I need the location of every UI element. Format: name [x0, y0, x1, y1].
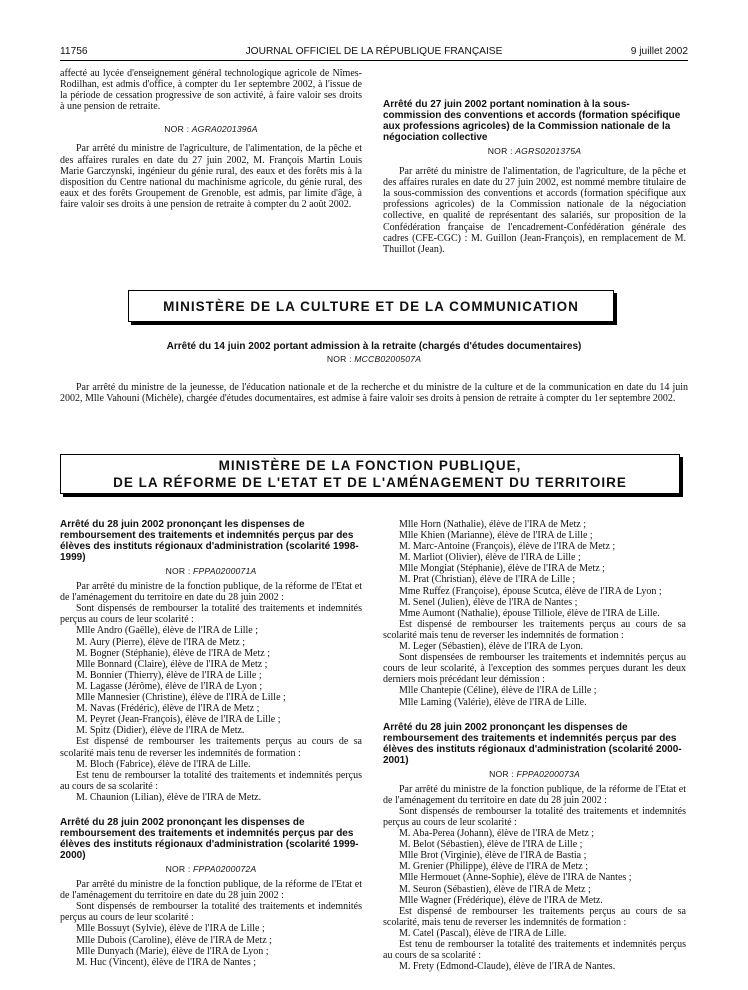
arrete-3-dispense: Sont dispensés de rembourser la totalité des traitements et indemnités perçus au cours de leur scolarité :	[383, 805, 686, 828]
journal-title: JOURNAL OFFICIEL DE LA RÉPUBLIQUE FRANÇAISE	[245, 46, 503, 57]
list-item: Mlle Mongiat (Stéphanie), élève de l'IRA de Metz ;	[399, 563, 605, 575]
arrete-1-dispense: Sont dispensés de rembourser la totalité des traitements et indemnités perçus au cours de leur scolarité :	[60, 603, 362, 626]
list-item: M. Seuron (Sébastien), élève de l'IRA de Metz ;	[399, 883, 591, 895]
retirement-paragraph-1: affecté au lycée d'enseignement général technologique agricole de Nîmes-Rodilhan, est admis d'office, à compter du 1er septembre 2002, à l'issue de la période de cessation progressive de son activité, à faire valoir ses droits à une pension de retraite.	[60, 68, 362, 113]
retirement-paragraph-2: Par arrêté du ministre de l'agriculture, de l'alimentation, de la pêche et des affaires rurales en date du 27 juin 2002, M. François Martin Louis Marie Garczynski, ingénieur du génie rural, des eaux et des forêts mis à la disposition du Centre national du machinisme agricole, du génie rural, des eaux et des forêts Groupement de Grenoble, est admis, par limite d'âge, à faire valoir ses droits à une pension de retraite à compter du 2 août 2002.	[60, 143, 362, 210]
arrete-3-title: Arrêté du 28 juin 2002 prononçant les dispenses de remboursement des traitements et indemnités perçus par des élèves des instituts régionaux d'administration (scolarité 2000-2001)	[383, 721, 682, 766]
list-item: M. Bloch (Fabrice), élève de l'IRA de Lille.	[76, 758, 251, 770]
list-item: M. Lagasse (Jérôme), élève de l'IRA de Lyon ;	[76, 680, 263, 692]
arrete-1-tenu: Est tenu de rembourser la totalité des traitements et indemnités perçus au cours de sa scolarité :	[60, 769, 362, 792]
list-item: Mlle Laming (Valérie), élève de l'IRA de Lille.	[399, 696, 587, 708]
arrete-2-dispense: Sont dispensés de rembourser la totalité des traitements et indemnités perçus au cours de leur scolarité :	[60, 901, 362, 924]
arrete-title: Arrêté du 14 juin 2002 portant admission à la retraite (chargés d'études documentaires)	[166, 341, 582, 352]
bottom-right-column	[383, 519, 686, 972]
list-item: M. Prat (Christian), élève de l'IRA de Lille ;	[399, 574, 576, 586]
list-item: M. Bogner (Stéphanie), élève de l'IRA de Metz ;	[76, 647, 270, 659]
list-item: M. Leger (Sébastien), élève de l'IRA de Lyon.	[399, 641, 583, 653]
list-item: Mme Ruffez (Françoise), épouse Scutca, élève de l'IRA de Lyon ;	[399, 585, 662, 597]
nor-reference: NOR : AGRS0201375A	[487, 146, 582, 156]
list-item: M. Marc-Antoine (François), élève de l'IRA de Metz ;	[399, 541, 616, 553]
top-right-column	[383, 99, 686, 255]
list-item: Mme Aumont (Nathalie), épouse Tilliole, élève de l'IRA de Lille.	[399, 607, 660, 619]
list-item: M. Huc (Vincent), élève de l'IRA de Nantes ;	[76, 956, 257, 968]
list-item: M. Aury (Pierre), élève de l'IRA de Metz ;	[76, 636, 245, 648]
arrete-1-dispense-2: Est dispensé de rembourser les traitements perçus au cours de sa scolarité mais tenu de reverser les indemnités de formation :	[60, 736, 362, 759]
list-item: M. Senel (Julien), élève de l'IRA de Nantes ;	[399, 596, 578, 608]
list-item: Mlle Brot (Virginie), élève de l'IRA de Bastia ;	[399, 850, 587, 862]
list-item: Mlle Chantepie (Céline), élève de l'IRA de Lille ;	[399, 685, 597, 697]
arrete-1-intro: Par arrêté du ministre de la fonction publique, de la réforme de l'Etat et de l'aménagement du territoire en date du 28 juin 2002 :	[60, 581, 362, 604]
culture-section	[60, 341, 688, 414]
list-item: M. Aba-Perea (Johann), élève de l'IRA de Metz ;	[399, 828, 595, 840]
list-item: M. Belot (Sébastien), élève de l'IRA de Lille ;	[399, 839, 583, 851]
list-item: M. Spitz (Didier), élève de l'IRA de Metz.	[76, 725, 245, 737]
nor-reference: NOR : FPPA0200072A	[165, 863, 257, 874]
list-item: Mlle Dubois (Caroline), élève de l'IRA de Metz ;	[76, 934, 272, 946]
list-item: M. Navas (Frédéric), élève de l'IRA de Metz ;	[76, 703, 260, 715]
list-item: M. Frety (Edmond-Claude), élève de l'IRA de Nantes.	[399, 961, 616, 973]
arrete-3-dispense-2: Est dispensé de rembourser les traitements perçus au cours de sa scolarité, mais tenu de reverser les indemnités de formation :	[383, 905, 686, 928]
list-item: M. Grenier (Philippe), élève de l'IRA de Metz ;	[399, 861, 588, 873]
list-item: Mlle Wagner (Frédérique), élève de l'IRA de Metz.	[399, 894, 603, 906]
list-item: Mlle Khien (Marianne), élève de l'IRA de Lille ;	[399, 530, 593, 542]
ministry-line-2: DE LA RÉFORME DE L'ETAT ET DE L'AMÉNAGEMENT DU TERRITOIRE	[113, 475, 627, 490]
arrete-3-intro: Par arrêté du ministre de la fonction publique, de la réforme de l'Etat et de l'aménagement du territoire en date du 28 juin 2002 :	[383, 783, 686, 806]
list-item: Mlle Mannesier (Christine), élève de l'IRA de Lille ;	[76, 692, 286, 704]
list-item: Mlle Bossuyt (Sylvie), élève de l'IRA de Lille ;	[76, 923, 265, 935]
ministry-fonction-publique-banner	[60, 454, 680, 494]
list-item: Mlle Horn (Nathalie), élève de l'IRA de Metz ;	[399, 519, 587, 530]
arrete-title: Arrêté du 27 juin 2002 portant nomination à la sous-commission des conventions et accords (formation spécifique aux professions agricoles) de la Commission nationale de la négociation collective	[383, 99, 681, 143]
page-number: 11756	[60, 46, 88, 57]
nomination-paragraph: Par arrêté du ministre de l'alimentation, de l'agriculture, de la pêche et des affaires rurales en date du 27 juin 2002, est nommé membre titulaire de la sous-commission des conventions et accords (formation spécifique aux professions agricoles) de la Commission nationale de la négociation collective, en qualité de représentant des salariés, sur proposition de la Confédération française de l'encadrement-Confédération générale des cadres (CFE-CGC) : M. Guillon (Jean-François), en remplacement de M. Thuillot (Jean).	[383, 166, 686, 255]
list-item: Mlle Bonnard (Claire), élève de l'IRA de Metz ;	[76, 658, 268, 670]
arrete-2-title: Arrêté du 28 juin 2002 prononçant les dispenses de remboursement des traitements et indemnités perçus par des élèves des instituts régionaux d'administration (scolarité 1999-2000)	[60, 816, 359, 861]
nor-reference: NOR : AGRA0201396A	[164, 124, 258, 135]
ministry-line-1: MINISTÈRE DE LA FONCTION PUBLIQUE,	[218, 458, 522, 473]
list-item: M. Bonnier (Thierry), élève de l'IRA de Lille ;	[76, 669, 262, 681]
ministry-culture-banner: MINISTÈRE DE LA CULTURE ET DE LA COMMUNICATION	[128, 290, 614, 322]
bottom-left-column	[60, 519, 362, 968]
list-item: M. Chaunion (Lilian), élève de l'IRA de Metz.	[76, 791, 262, 803]
nor-reference: NOR : FPPA0200073A	[489, 768, 580, 779]
top-left-column	[60, 68, 362, 210]
list-item: Mlle Andro (Gaëlle), élève de l'IRA de Lille ;	[76, 625, 259, 637]
arrete-2-dispense-3: Sont dispensées de rembourser les traitements et indemnités perçus au cours de leur scolarité, à l'exception des sommes perçues durant les deux derniers mois précédant leur démission :	[383, 652, 686, 686]
arrete-2-dispense-2: Est dispensé de rembourser les traitements perçus au cours de sa scolarité mais tenu de reverser les indemnités de formation :	[383, 618, 686, 641]
list-item: Mlle Hermouet (Anne-Sophie), élève de l'IRA de Nantes ;	[399, 872, 632, 884]
list-item: M. Catel (Pascal), élève de l'IRA de Lille.	[399, 927, 567, 939]
arrete-1-title: Arrêté du 28 juin 2002 prononçant les dispenses de remboursement des traitements et indemnités perçus par des élèves des instituts régionaux d'administration (scolarité 1998-1999)	[60, 519, 359, 563]
issue-date: 9 juillet 2002	[630, 46, 688, 57]
arrete-2-intro: Par arrêté du ministre de la fonction publique, de la réforme de l'Etat et de l'aménagement du territoire en date du 28 juin 2002 :	[60, 879, 362, 902]
list-item: Mlle Dunyach (Marie), élève de l'IRA de Lyon ;	[76, 945, 269, 957]
nor-reference: NOR : FPPA0200071A	[165, 566, 257, 576]
nor-reference: NOR : MCCB0200507A	[326, 354, 422, 364]
list-item: M. Marliot (Olivier), élève de l'IRA de Lille ;	[399, 552, 581, 564]
arrete-3-tenu: Est tenu de rembourser la totalité des traitements et indemnités perçus au cours de sa scolarité :	[383, 939, 686, 962]
header-rule	[60, 60, 688, 61]
list-item: M. Peyret (Jean-François), élève de l'IRA de Lille ;	[76, 714, 281, 726]
culture-paragraph: Par arrêté du ministre de la jeunesse, de l'éducation nationale et de la recherche et du ministre de la culture et de la communication en date du 14 juin 2002, Mlle Vahouni (Michèle), chargée d'études documentaires, est admise à faire valoir ses droits à pension de retraite à compter du 1er septembre 2002.	[60, 382, 688, 405]
